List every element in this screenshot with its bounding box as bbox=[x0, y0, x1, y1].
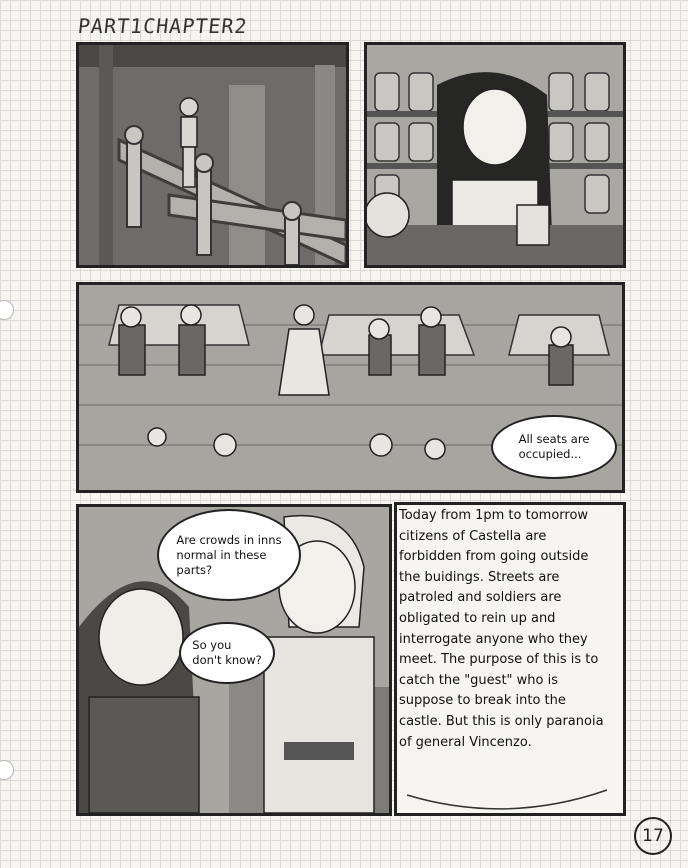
panel-conversation bbox=[76, 504, 392, 816]
panel-barmaid bbox=[364, 42, 626, 268]
speech-bubble-dont-know bbox=[179, 622, 275, 684]
speech-bubble-seats bbox=[491, 415, 617, 479]
staircase-illustration bbox=[79, 45, 346, 265]
narration-text: Today from 1pm to tomorrow citizens of Castella are forbidden from going outside the buidings. Streets are patroled and soldiers are obligated to rein up and interrogate anyone who they meet. The purpose of this is to catch the "guest" who is suppose to break into the castle. But this is only paranoia of general Vincenzo. bbox=[399, 508, 604, 750]
speech-text-crowds: Are crowds in inns normal in these parts? bbox=[176, 532, 282, 577]
barmaid-illustration bbox=[367, 45, 623, 265]
page-number: 17 bbox=[634, 817, 672, 855]
speech-text-dont-know: So you don't know? bbox=[192, 638, 262, 667]
panel-staircase bbox=[76, 42, 349, 268]
panel-crowded-inn bbox=[76, 282, 625, 493]
chapter-title: PART1CHAPTER2 bbox=[76, 14, 249, 38]
speech-text-seats: All seats are occupied... bbox=[518, 432, 590, 461]
speech-bubble-crowds bbox=[157, 509, 301, 601]
binder-hole bbox=[0, 300, 14, 320]
binder-hole bbox=[0, 760, 14, 780]
